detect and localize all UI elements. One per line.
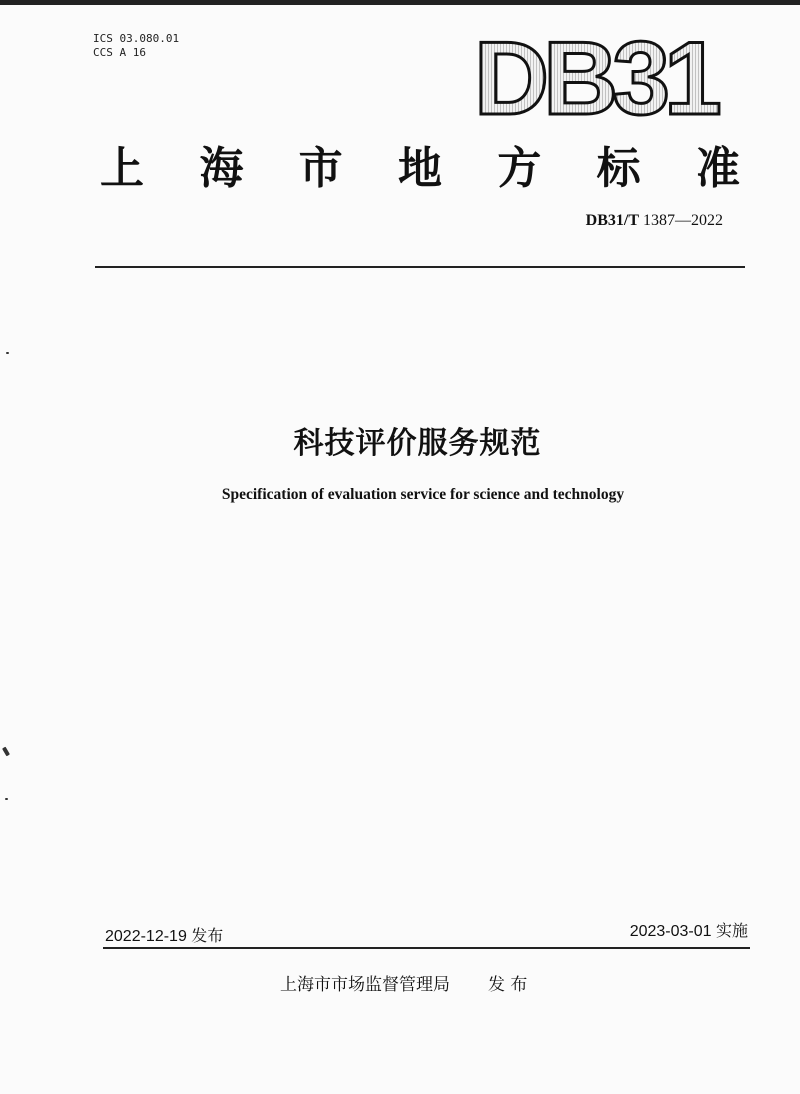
document-title-english: Specification of evaluation service for science and technology (221, 486, 625, 503)
standard-type-char: 方 (497, 143, 542, 194)
effective-date: 2023-03-01 实施 (629, 923, 748, 940)
standard-type-heading (100, 132, 740, 196)
publisher-action: 发 布 (488, 975, 528, 995)
document-title-chinese: 科技评价服务规范 (293, 426, 542, 461)
db31-logo-text: DB31 (474, 28, 716, 124)
db31-logo (470, 28, 760, 124)
standard-type-char: 地 (397, 143, 442, 194)
publisher-name: 上海市市场监督管理局 (280, 975, 450, 995)
header-divider (95, 266, 745, 268)
footer-divider (103, 947, 750, 949)
issue-date: 2022-12-19 发布 (105, 928, 224, 945)
scan-speck (2, 747, 10, 757)
publisher-line (280, 970, 527, 995)
standard-type-char: 市 (298, 143, 343, 194)
standard-type-char: 上 (100, 143, 144, 194)
standard-number-prefix: DB31/T (585, 212, 639, 229)
classification-codes (93, 32, 179, 60)
scan-speck (5, 798, 8, 800)
scan-speck (6, 352, 9, 354)
standard-number-value: 1387—2022 (643, 212, 723, 229)
ccs-code: CCS A 16 (93, 46, 146, 59)
scan-top-edge (0, 0, 800, 5)
standard-number (586, 212, 723, 230)
standard-type-char: 标 (596, 143, 641, 194)
standard-type-char: 准 (695, 143, 740, 194)
standard-type-char: 海 (199, 143, 244, 194)
ics-code: ICS 03.080.01 (93, 32, 180, 45)
